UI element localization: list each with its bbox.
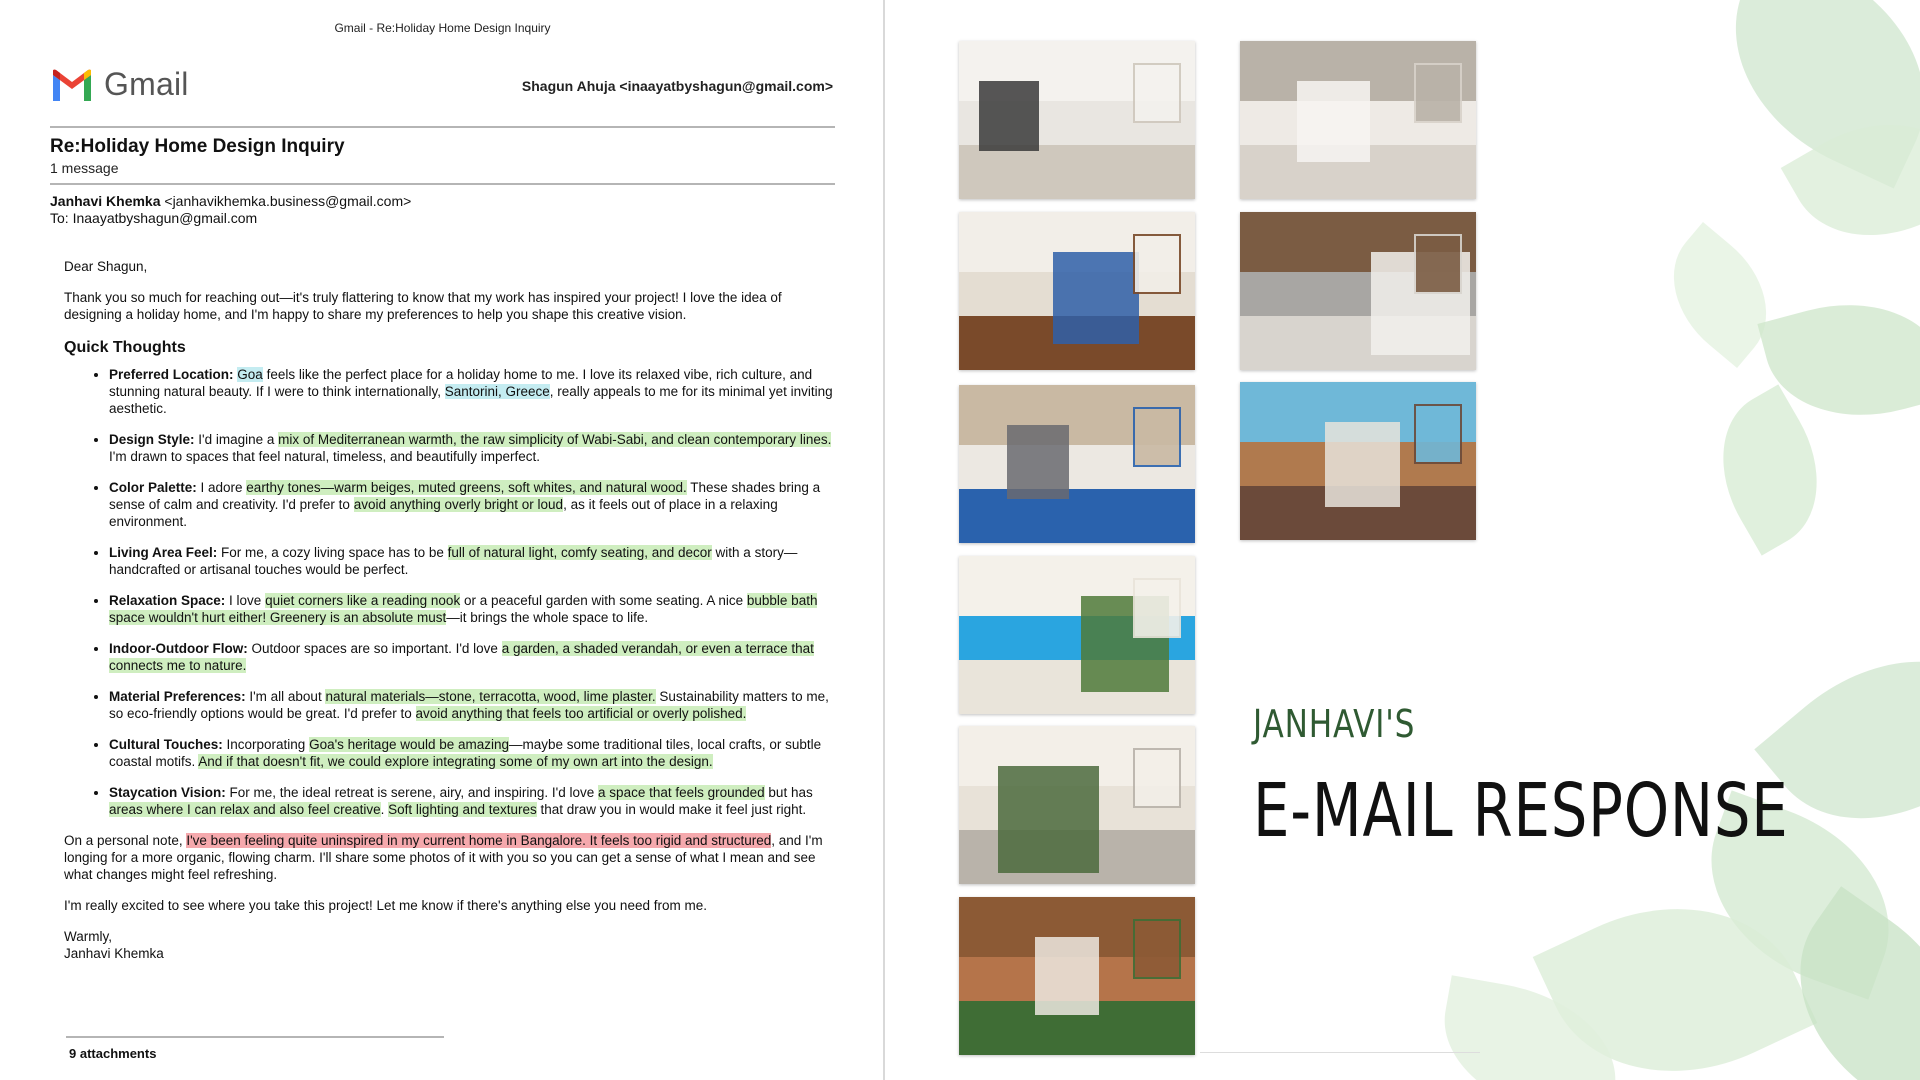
closing-paragraph: I'm really excited to see where you take this project! Let me know if there's anything else you need from me. bbox=[64, 898, 707, 913]
highlighted-text: areas where I can relax and also feel creative bbox=[109, 802, 381, 817]
preference-label: Design Style: bbox=[109, 432, 195, 447]
preference-item bbox=[109, 479, 834, 530]
body-text: , as it feels out of place in a relaxing environment. bbox=[109, 497, 778, 529]
photo-region bbox=[1133, 234, 1181, 294]
photo-region bbox=[1133, 748, 1181, 808]
photo-terrace bbox=[959, 897, 1195, 1055]
sender-line bbox=[50, 193, 411, 209]
photo-region bbox=[1035, 937, 1099, 1015]
body-text: with a story—handcrafted or artisanal touches would be perfect. bbox=[109, 545, 798, 577]
preference-label: Material Preferences: bbox=[109, 689, 246, 704]
photo-region bbox=[1133, 407, 1181, 467]
photo-region bbox=[1414, 234, 1462, 294]
highlighted-text: full of natural light, comfy seating, and decor bbox=[447, 545, 712, 560]
message-count: 1 message bbox=[50, 160, 119, 176]
body-text: —maybe some traditional tiles, local crafts, or subtle coastal motifs. bbox=[109, 737, 822, 769]
photo-bedroom bbox=[1240, 382, 1476, 540]
signoff: Warmly, bbox=[64, 929, 112, 944]
body-text: For me, a cozy living space has to be bbox=[217, 545, 448, 560]
highlighted-text: Goa's heritage would be amazing bbox=[309, 737, 510, 752]
header-divider bbox=[50, 126, 835, 128]
body-text: Incorporating bbox=[222, 737, 310, 752]
personal-note bbox=[64, 832, 834, 883]
recipient-line: To: Inaayatbyshagun@gmail.com bbox=[50, 210, 258, 226]
body-text: I'm drawn to spaces that feel natural, timeless, and beautifully imperfect. bbox=[109, 449, 541, 464]
body-text: feels like the perfect place for a holiday home to me. I love its relaxed vibe, rich culture, and stunning natural beauty. If I were to think internationally, bbox=[109, 367, 813, 399]
body-text: —it brings the whole space to life. bbox=[446, 610, 649, 625]
body-text: , really appeals to me for its minimal yet inviting aesthetic. bbox=[109, 384, 833, 416]
photo-staircase bbox=[959, 41, 1195, 199]
preference-label: Color Palette: bbox=[109, 480, 197, 495]
photo-region bbox=[1325, 422, 1400, 507]
heading-small: JANHAVI'S bbox=[1253, 702, 1416, 746]
body-text: that draw you in would make it feel just right. bbox=[536, 802, 807, 817]
gmail-wordmark: Gmail bbox=[104, 66, 189, 102]
photo-living-room bbox=[959, 385, 1195, 543]
photo-region bbox=[998, 766, 1099, 873]
highlighted-text: Soft lighting and textures bbox=[388, 802, 537, 817]
highlighted-text: bubble bath space wouldn't hurt either! Greenery is an absolute must bbox=[109, 593, 818, 625]
photo-region bbox=[1133, 919, 1181, 979]
highlighted-text: And if that doesn't fit, we could explore integrating some of my own art into the design. bbox=[198, 754, 713, 769]
preference-label: Indoor-Outdoor Flow: bbox=[109, 641, 248, 656]
body-text: Sustainability matters to me, so eco-friendly options would be great. I'd prefer to bbox=[109, 689, 829, 721]
photo-bathroom bbox=[1240, 212, 1476, 370]
highlighted-text: quiet corners like a reading nook bbox=[265, 593, 461, 608]
highlighted-text: earthy tones—warm beiges, muted greens, soft whites, and natural wood. bbox=[246, 480, 687, 495]
preference-item bbox=[109, 640, 834, 674]
sender-email: <janhavikhemka.business@gmail.com> bbox=[164, 193, 412, 209]
photo-dining bbox=[959, 212, 1195, 370]
photo-kitchen bbox=[1240, 41, 1476, 199]
highlighted-text: avoid anything overly bright or loud bbox=[353, 497, 564, 512]
preference-label: Cultural Touches: bbox=[109, 737, 223, 752]
preference-item bbox=[109, 784, 834, 818]
sender-name: Janhavi Khemka bbox=[50, 193, 161, 209]
photo-region bbox=[1053, 252, 1139, 344]
attachments-divider bbox=[66, 1036, 444, 1038]
photo-region bbox=[1133, 63, 1181, 123]
photo-region bbox=[1414, 63, 1462, 123]
photo-house-exterior bbox=[959, 726, 1195, 884]
greeting: Dear Shagun, bbox=[64, 259, 148, 274]
highlighted-text: mix of Mediterranean warmth, the raw simplicity of Wabi-Sabi, and clean contemporary lines. bbox=[278, 432, 832, 447]
body-text: , and I'm longing for a more organic, flowing charm. I'll share some photos of it with you so you can get a sense of what I mean and see what changes might feel refreshing. bbox=[64, 833, 823, 882]
email-page bbox=[0, 0, 885, 1080]
body-text: Outdoor spaces are so important. I'd love bbox=[247, 641, 502, 656]
body-text: I'm all about bbox=[245, 689, 326, 704]
photo-region bbox=[1133, 578, 1181, 638]
window-title: Gmail - Re:Holiday Home Design Inquiry bbox=[334, 21, 551, 35]
photo-region bbox=[979, 81, 1039, 151]
body-text: but has bbox=[764, 785, 813, 800]
highlighted-text: avoid anything that feels too artificial or overly polished. bbox=[415, 706, 747, 721]
body-text: These shades bring a sense of calm and creativity. I'd prefer to bbox=[109, 480, 821, 512]
body-text: I'd imagine a bbox=[194, 432, 279, 447]
body-text: or a peaceful garden with some seating. A nice bbox=[460, 593, 747, 608]
preference-label: Preferred Location: bbox=[109, 367, 234, 382]
preference-item bbox=[109, 688, 834, 722]
section-heading: Quick Thoughts bbox=[64, 339, 186, 356]
photo-pool bbox=[959, 556, 1195, 714]
preference-label: Relaxation Space: bbox=[109, 593, 226, 608]
preference-item bbox=[109, 544, 834, 578]
email-body bbox=[64, 258, 834, 962]
photo-region bbox=[959, 145, 1195, 199]
intro-paragraph: Thank you so much for reaching out—it's truly flattering to know that my work has inspired your project! I love the idea of designing a holiday home, and I'm happy to share my preferences to help you shape this creative vision. bbox=[64, 290, 782, 322]
body-text: I love bbox=[225, 593, 266, 608]
gmail-m-icon bbox=[50, 69, 94, 101]
photo-region bbox=[1414, 404, 1462, 464]
photo-region bbox=[959, 489, 1195, 543]
email-subject: Re:Holiday Home Design Inquiry bbox=[50, 136, 345, 157]
preference-label: Living Area Feel: bbox=[109, 545, 218, 560]
preference-item bbox=[109, 736, 834, 770]
highlighted-text: I've been feeling quite uninspired in my current home in Bangalore. It feels too rigid and structured bbox=[186, 833, 772, 848]
attachments-count: 9 attachments bbox=[69, 1046, 157, 1061]
preference-label: Staycation Vision: bbox=[109, 785, 226, 800]
highlighted-text: Goa bbox=[237, 367, 263, 382]
body-text: For me, the ideal retreat is serene, airy, and inspiring. I'd love bbox=[225, 785, 599, 800]
account-label: Shagun Ahuja <inaayatbyshagun@gmail.com> bbox=[521, 78, 833, 94]
heading-big: E-MAIL RESPONSE bbox=[1253, 768, 1789, 854]
photo-region bbox=[1297, 81, 1370, 162]
highlighted-text: a garden, a shaded verandah, or even a terrace that connects me to nature. bbox=[109, 641, 814, 673]
highlighted-text: a space that feels grounded bbox=[598, 785, 765, 800]
preference-item bbox=[109, 431, 834, 465]
highlighted-text: Santorini, Greece bbox=[444, 384, 550, 399]
footer-line bbox=[1200, 1052, 1480, 1053]
preference-list bbox=[64, 366, 834, 818]
highlighted-text: natural materials—stone, terracotta, wood, lime plaster. bbox=[325, 689, 656, 704]
photo-region bbox=[1007, 425, 1069, 499]
body-text: I adore bbox=[196, 480, 247, 495]
body-text: . bbox=[380, 802, 389, 817]
preference-item bbox=[109, 366, 834, 417]
signature: Janhavi Khemka bbox=[64, 946, 164, 961]
body-text: On a personal note, bbox=[64, 833, 187, 848]
gmail-logo bbox=[50, 66, 189, 103]
subject-divider bbox=[50, 183, 835, 185]
preference-item bbox=[109, 592, 834, 626]
